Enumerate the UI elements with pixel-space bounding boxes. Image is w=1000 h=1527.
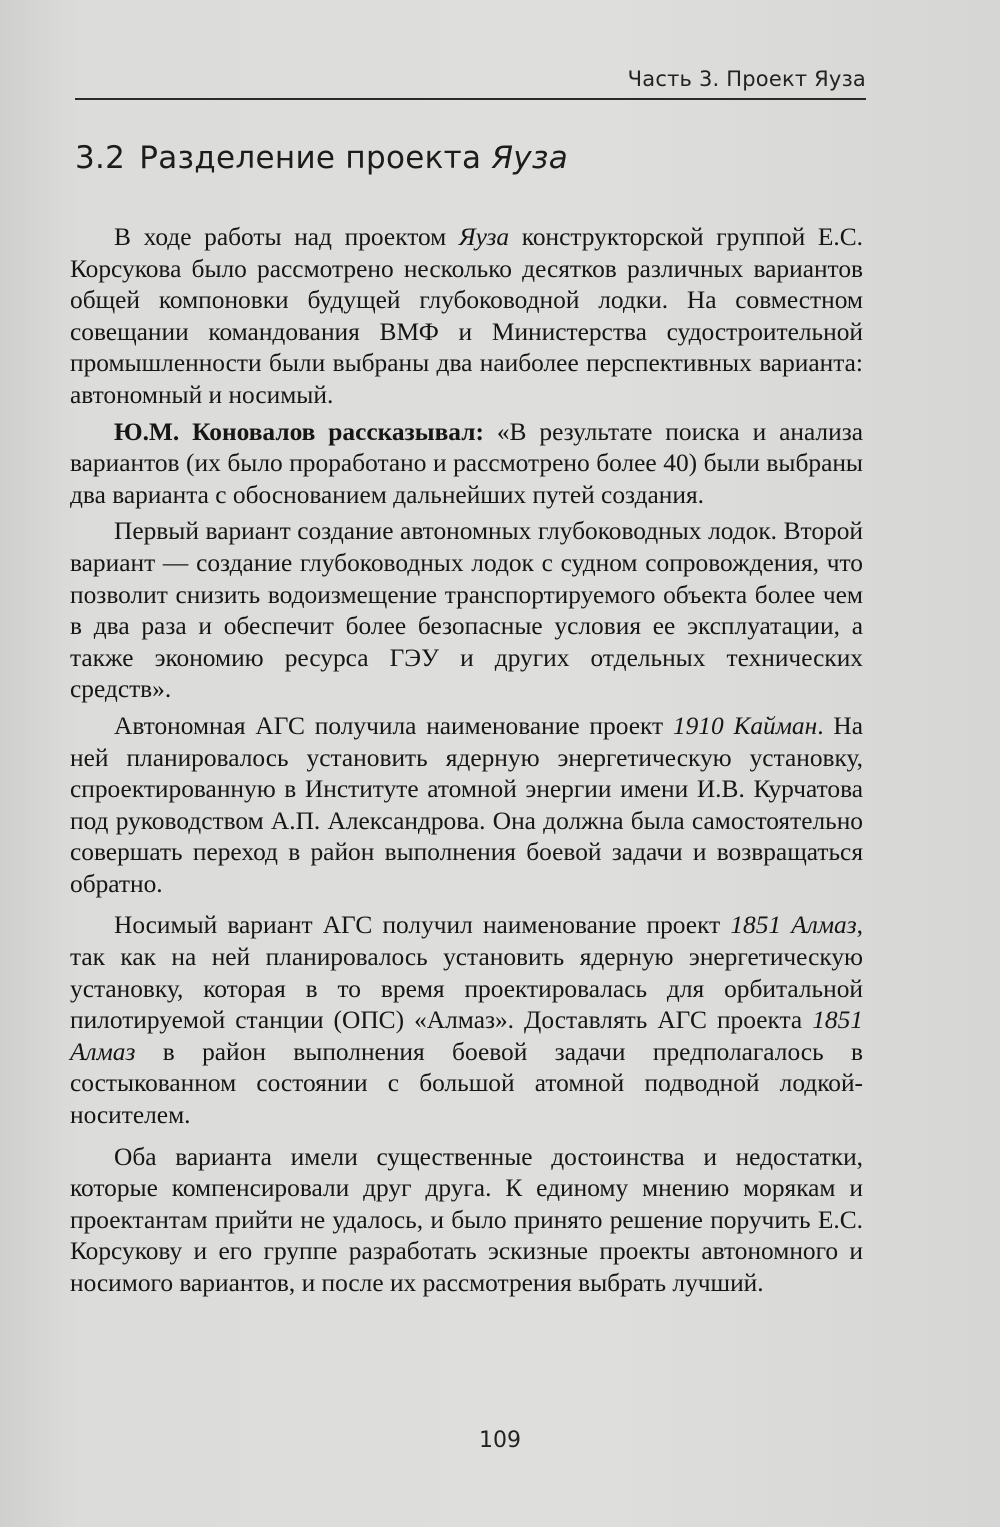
paragraph-1 (70, 222, 863, 412)
paragraph-5-project-name-2: 1851 Алмаз (70, 1006, 863, 1066)
paragraph-1-text-a: В ходе работы над проектом (114, 223, 459, 251)
paragraph-2 (70, 417, 863, 512)
paragraph-5-project-name: 1851 Алмаз (730, 911, 857, 940)
paragraph-5 (70, 910, 863, 1131)
paragraph-3-text: Первый вариант создание автономных глубоководных лодок. Второй вариант — создание глубоководных лодок с судном сопровождения, что позволит снизить водоизмещение транспортируемого объекта более чем в два раза и обеспечит более безопасные условия ее эксплуатации, а также экономию ресурса ГЭУ и других отдельных технических средств». (70, 517, 863, 704)
section-title-italic: Яуза (491, 140, 569, 176)
paragraph-1-text-c: конструкторской группой Е.С. Корсукова было рассмотрено несколько десятков различных вариантов общей компоновки будущей глубоководной лодки. На совместном совещании командования ВМФ и Министерства судостроительной промышленности были выбраны два наиболее перспективных варианта: автономный и носимый. (70, 223, 863, 409)
running-header (75, 58, 866, 100)
section-heading (75, 140, 866, 176)
paragraph-5-text-c: , так как на ней планировалось установить ядерную энергетическую установку, которая в то время проектировалась для орбитальной пилотируемой станции (ОПС) «Алмаз». Доставлять АГС проекта (70, 911, 864, 1035)
body-text (70, 222, 863, 1305)
paragraph-4-text-a: Автономная АГС получила наименование проект (114, 711, 673, 740)
paragraph-1-project-name: Яуза (458, 223, 510, 251)
paragraph-5-text-a: Носимый вариант АГС получил наименование проект (114, 911, 731, 940)
paragraph-6-text: Оба варианта имели существенные достоинства и недостатки, которые компенсировали друг друга. К единому мнению морякам и проектантам прийти не удалось, и было принято решение поручить Е.С. Корсукову и его группе разработать эскизные проекты автономного и носимого вариантов, и после их рассмотрения выбрать лучший. (70, 1142, 863, 1297)
page-number: 109 (479, 1428, 521, 1453)
paragraph-4 (70, 711, 863, 901)
paragraph-2-quote: «В результате поиска и анализа вариантов (их было проработано и рассмотрено более 40) были выбраны два варианта с обоснованием дальнейших путей создания. (70, 417, 863, 509)
section-title-text: Разделение проекта (139, 140, 492, 176)
paragraph-4-text-c: . На ней планировалось установить ядерную энергетическую установку, спроектированную в Институте атомной энергии имени И.В. Курчатова под руководством А.П. Александрова. Она должна была самостоятельно совершать переход в район выполнения боевой задачи и возвращаться обратно. (70, 711, 863, 898)
paragraph-3 (70, 516, 863, 706)
paragraph-5-text-e: в район выполнения боевой задачи предполагалось в состыкованном состоянии с большой атомной подводной лодкой-носителем. (70, 1037, 863, 1130)
section-number: 3.2 (75, 140, 126, 176)
paragraph-4-project-name: 1910 Кайман (672, 711, 818, 740)
paragraph-2-speaker: Ю.М. Коновалов рассказывал: (114, 417, 484, 446)
paragraph-6 (70, 1142, 863, 1300)
running-header-title: Часть 3. Проект Яуза (627, 67, 866, 91)
